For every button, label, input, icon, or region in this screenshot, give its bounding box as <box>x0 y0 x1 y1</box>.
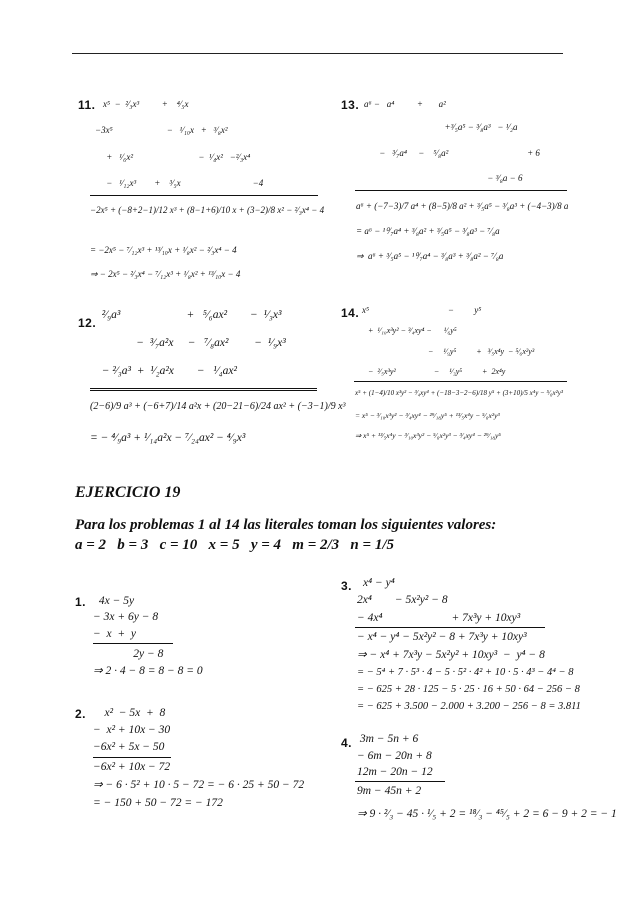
problem-13-line-3: − ³⁄₇a⁴ − ⁵⁄₈a² + 6 <box>368 148 540 158</box>
problem-4-line-1: 3m − 5n + 6 <box>357 733 419 745</box>
problem-11-line-2: −3x⁵ − ¹⁄₁₀x + ³⁄₈x² <box>95 125 228 135</box>
top-rule <box>72 53 563 54</box>
problem-2-line-3: −6x² + 5x − 50 <box>93 741 165 753</box>
problem-4-number: 4. <box>341 736 353 750</box>
problem-12-line-5: = − ⁴⁄₉a³ + ¹⁄₁₄a²x − ⁷⁄₂₄ax² − ⁴⁄₉x³ <box>90 432 246 444</box>
problem-3-line-4: − x⁴ − y⁴ − 5x²y² − 8 + 7x³y + 10xy³ <box>357 631 527 643</box>
problem-3-line-6: = − 5⁴ + 7 · 5³ · 4 − 5 · 5² · 4² + 10 · 5 · 4³ − 4⁴ − 8 <box>357 667 574 678</box>
problem-12-line-1: ²⁄₉a³ + ⁵⁄₆ax² − ¹⁄₃x³ <box>96 309 282 321</box>
problem-2-line-6: = − 150 + 50 − 72 = − 172 <box>93 797 223 809</box>
problem-11-line-3: + ¹⁄₆x² − ¹⁄₄x² −²⁄₃x⁴ <box>95 152 251 162</box>
problem-1-sum-bar <box>93 643 173 644</box>
problem-3-line-5: ⇒ − x⁴ + 7x³y − 5x²y² + 10xy³ − y⁴ − 8 <box>357 649 545 661</box>
problem-3-sum-bar <box>355 627 545 628</box>
problem-3-line-2: 2x⁴ − 5x²y² − 8 <box>357 594 448 606</box>
problem-2-line-5: ⇒ − 6 · 5² + 10 · 5 − 72 = − 6 · 25 + 50 − 72 <box>93 779 305 791</box>
problem-4-line-3: 12m − 20n − 12 <box>357 766 433 778</box>
problem-1-line-3: − x + y <box>93 628 136 640</box>
problem-4-line-4: 9m − 45n + 2 <box>357 785 422 797</box>
problem-14-number: 14. <box>341 306 360 320</box>
problem-14-line-5: x⁵ + (1−4)/10 x³y² − ³⁄₄xy⁴ + (−18−3−2−6)/18 y⁵ + (3+10)/5 x⁴y − ⁵⁄₆x²y³ <box>355 389 563 397</box>
problem-12-line-3: − ²⁄₃a³ + ¹⁄₂a²x − ¹⁄₄ax² <box>96 365 237 377</box>
problem-12-number: 12. <box>78 316 97 330</box>
section-heading: EJERCICIO 19 <box>75 484 181 501</box>
problem-11-line-4: − ¹⁄₁₂x³ + ³⁄₅x −4 <box>95 178 264 188</box>
problem-13-line-5: a⁶ + (−7−3)/7 a⁴ + (8−5)/8 a² + ³⁄₅a⁵ − ³⁄₈a³ + (−4−3)/8 a <box>356 201 569 211</box>
problem-2-sum-bar <box>93 757 171 758</box>
problem-13-line-7: ⇒ a⁶ + ³⁄₅a⁵ − ¹⁰⁄₇a⁴ − ³⁄₈a³ + ³⁄₈a² − ⁷⁄₈a <box>356 251 504 261</box>
problem-11-line-1: x⁵ − ²⁄₃x³ + ⁴⁄₅x <box>103 99 189 109</box>
problem-1-line-4: 2y − 8 <box>93 648 164 660</box>
problem-14-line-2: + ¹⁄₁₀x³y² − ³⁄₄xy⁴ − ¹⁄₆y⁵ <box>362 326 457 335</box>
problem-3-line-7: = − 625 + 28 · 125 − 5 · 25 · 16 + 50 · 64 − 256 − 8 <box>357 684 580 695</box>
problem-12-sum-bar <box>90 388 317 391</box>
problem-11-line-5: −2x⁵ + (−8+2−1)/12 x³ + (8−1+6)/10 x + (3−2)/8 x² − ²⁄₃x⁴ − 4 <box>90 205 325 215</box>
problem-11-line-7: ⇒ − 2x⁵ − ²⁄₃x⁴ − ⁷⁄₁₂x³ + ¹⁄₈x² + ¹³⁄₁₀x − 4 <box>90 269 241 279</box>
problem-2-line-2: − x² + 10x − 30 <box>93 724 171 736</box>
problem-4-line-2: − 6m − 20n + 8 <box>357 750 432 762</box>
problem-13-sum-bar <box>355 190 567 191</box>
problem-11-line-6: = −2x⁵ − ⁷⁄₁₂x³ + ¹³⁄₁₀x + ¹⁄₈x² − ²⁄₃x⁴ − 4 <box>90 245 237 255</box>
problem-3-line-1: x⁴ − y⁴ <box>363 577 395 589</box>
section-intro-line-2: a = 2 b = 3 c = 10 x = 5 y = 4 m = 2/3 n = 1/5 <box>75 537 394 553</box>
problem-11-sum-bar <box>90 195 318 196</box>
problem-13-line-2: +³⁄₅a⁵ − ³⁄₈a³ − ¹⁄₂a <box>368 122 518 132</box>
problem-1-number: 1. <box>75 595 87 609</box>
problem-14-line-7: ⇒ x⁵ + ¹³⁄₅x⁴y − ³⁄₁₀x³y² − ⁵⁄₆x²y³ − ³⁄₄xy⁴ − ²⁹⁄₁₈y⁵ <box>355 431 501 440</box>
problem-14-line-4: − ²⁄₅x³y² − ¹⁄₃y⁵ + 2x⁴y <box>362 367 506 376</box>
problem-3-number: 3. <box>341 579 353 593</box>
problem-2-line-4: −6x² + 10x − 72 <box>93 761 171 773</box>
problem-13-line-6: = a⁶ − ¹⁰⁄₇a⁴ + ³⁄₈a² + ³⁄₅a⁵ − ³⁄₈a³ − ⁷⁄₈a <box>356 226 500 236</box>
problem-14-sum-bar <box>354 381 567 382</box>
problem-13-line-4: − ³⁄₈a − 6 <box>368 173 523 183</box>
problem-12-line-2: − ³⁄₇a²x − ⁷⁄₈ax² − ¹⁄₉x³ <box>96 337 286 349</box>
problem-1-line-1: 4x − 5y <box>96 595 135 607</box>
problem-12-line-4: (2−6)/9 a³ + (−6+7)/14 a²x + (20−21−6)/24 ax² + (−3−1)/9 x³ <box>90 401 346 412</box>
problem-4-sum-bar <box>355 781 445 782</box>
problem-2-line-1: x² − 5x + 8 <box>93 707 166 719</box>
problem-3-line-8: = − 625 + 3.500 − 2.000 + 3.200 − 256 − 8 = 3.811 <box>357 701 581 712</box>
problem-14-line-3: − ¹⁄₉y⁵ + ³⁄₅x⁴y − ⁵⁄₆x²y³ <box>362 347 535 356</box>
problem-13-number: 13. <box>341 98 360 112</box>
problem-14-line-6: = x⁵ − ³⁄₁₀x³y² − ³⁄₄xy⁴ − ²⁹⁄₁₈y⁵ + ¹³⁄₅x⁴y − ⁵⁄₆x²y³ <box>355 411 500 420</box>
problem-1-line-5: ⇒ 2 · 4 − 8 = 8 − 8 = 0 <box>93 665 203 677</box>
problem-1-line-2: − 3x + 6y − 8 <box>93 611 159 623</box>
problem-2-number: 2. <box>75 707 87 721</box>
problem-11-number: 11. <box>78 98 96 112</box>
problem-4-line-5: ⇒ 9 · ²⁄₃ − 45 · ¹⁄₅ + 2 = ¹⁸⁄₃ − ⁴⁵⁄₅ + 2 = 6 − 9 + 2 = − 1 <box>357 808 617 820</box>
problem-14-line-1: x⁵ − y⁵ <box>362 305 482 315</box>
problem-13-line-1: a⁶ − a⁴ + a² <box>364 99 446 109</box>
section-intro-line-1: Para los problemas 1 al 14 las literales toman los siguientes valores: <box>75 517 497 533</box>
problem-3-line-3: − 4x⁴ + 7x³y + 10xy³ <box>357 612 521 624</box>
